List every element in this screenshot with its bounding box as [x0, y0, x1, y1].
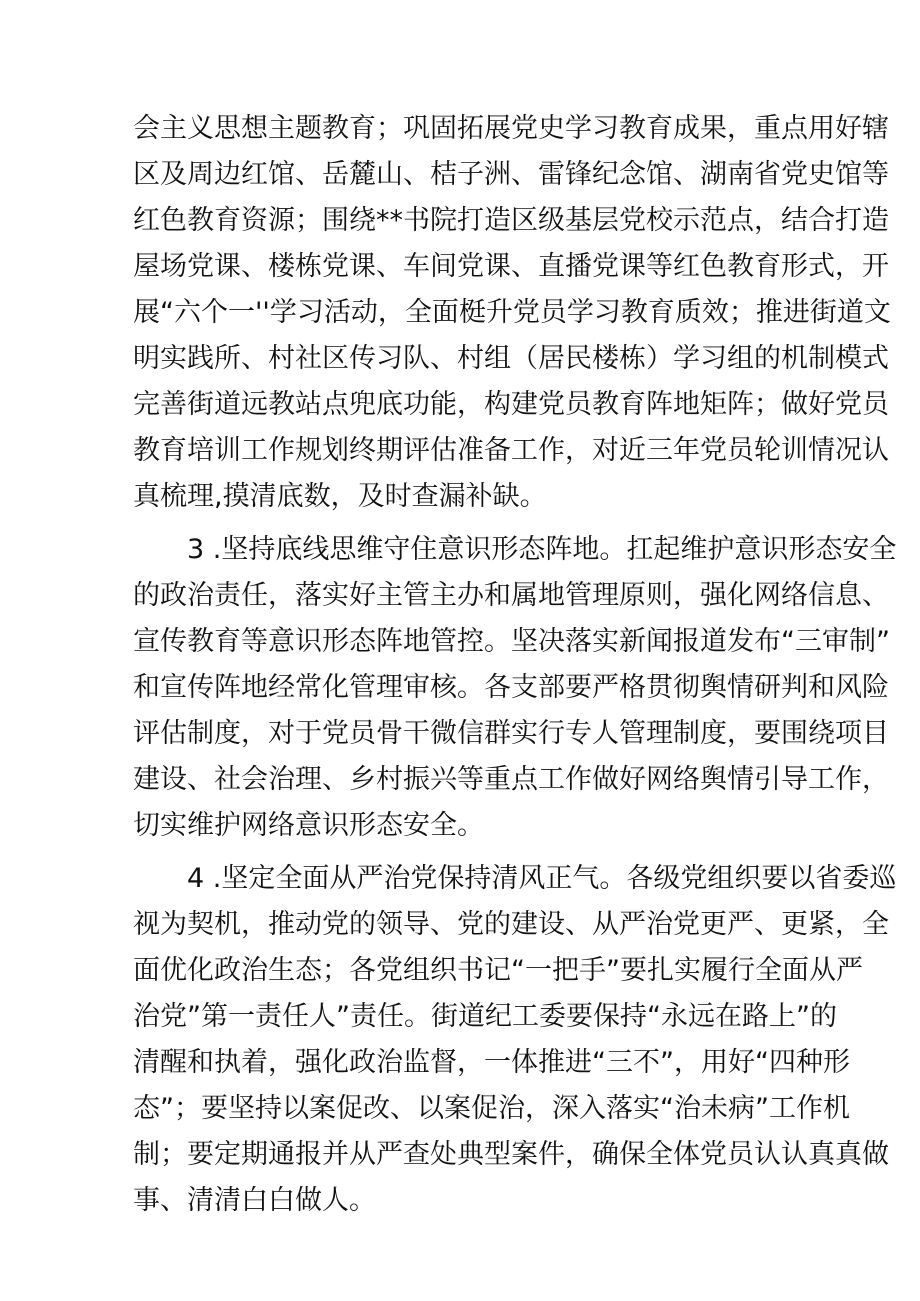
text-line: 完善街道远教站点兜底功能，构建党员教育阵地矩阵；做好党员 [133, 389, 889, 420]
text-line: 展“六个一''学习活动，全面梃升党员学习教育质效；推进街道文 [133, 297, 891, 328]
text-line: 的政治责任，落实好主管主办和属地管理原则，强化网络信息、 [133, 580, 889, 611]
text-line: 制；要定期通报并从严查处典型案件，确保全体党员认认真真做 [133, 1139, 889, 1170]
section-heading-line: 3 .坚持底线思维守住意识形态阵地。扛起维护意识形态安全 [187, 534, 897, 565]
text-line: 和宣传阵地经常化管理审核。各支部要严格贯彻舆情研判和风险 [133, 672, 889, 703]
text-line: 区及周边红馆、岳麓山、桔子洲、雷锋纪念馆、湖南省党史馆等 [133, 159, 889, 190]
text-line: 红色教育资源；围绕**书院打造区级基层党校示范点，结合打造 [133, 205, 889, 236]
text-line: 屋场党课、楼栋党课、车间党课、直播党课等红色教育形式，开 [133, 251, 889, 282]
text-line: 事、清清白白做人。 [133, 1185, 376, 1216]
text-line: 评估制度，对于党员骨干微信群实行专人管理制度，要围绕项目 [133, 718, 889, 749]
text-line: 治党”第一责任人”责任。街道纪工委要保持“永远在路上”的 [133, 1001, 837, 1032]
text-line: 教育培训工作规划终期评估准备工作，对近三年党员轮训情况认 [133, 435, 889, 466]
text-line: 会主义思想主题教育；巩固拓展党史学习教育成果，重点用好辖 [133, 113, 889, 144]
text-line: 宣传教育等意识形态阵地管控。坚决落实新闻报道发布“三审制” [133, 626, 890, 657]
text-line: 明实践所、村社区传习队、村组（居民楼栋）学习组的机制模式 [133, 343, 889, 374]
text-line: 清醒和执着，强化政治监督，一体推进“三不”，用好“四种形 [133, 1047, 850, 1078]
text-line: 切实维护网络意识形态安全。 [133, 810, 484, 841]
section-heading-line: 4 .坚定全面从严治党保持清风正气。各级党组织要以省委巡 [187, 863, 897, 894]
text-line: 视为契机，推动党的领导、党的建设、从严治党更严、更紧，全 [133, 909, 889, 940]
text-line: 真梳理,摸清底数，及时查漏补缺。 [133, 481, 547, 512]
text-line: 建设、社会治理、乡村振兴等重点工作做好网络舆情引导工作， [133, 764, 889, 795]
text-line: 态”；要坚持以案促改、以案促治，深入落实“治未病”工作机 [133, 1093, 850, 1124]
text-line: 面优化政治生态；各党组织书记“一把手”要扎实履行全面从严 [133, 955, 863, 986]
